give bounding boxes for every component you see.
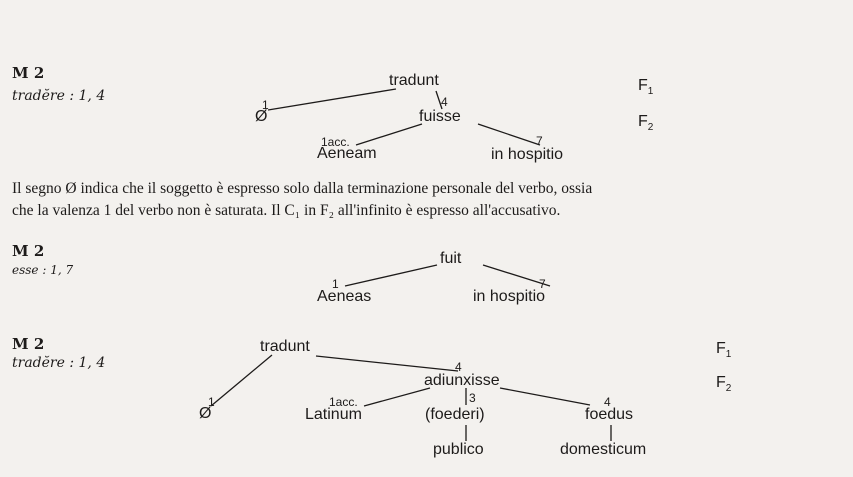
frame-f2-label: 2: [647, 122, 654, 134]
node-fuit: fuit: [440, 250, 462, 267]
frame-f2: $F_2$: [638, 113, 654, 134]
edge-fuit-aeneas: [345, 265, 437, 286]
edge-fuisse-aeneam: [356, 124, 422, 145]
section3-valence: tradĕre : 1, 4: [12, 355, 106, 371]
num-hospitio: 7: [536, 134, 543, 148]
edge-adiunxisse-latinum: [364, 388, 430, 406]
node-domesticum: domesticum: [560, 441, 647, 458]
num-aeneam: 1acc.: [321, 135, 350, 149]
num-foederi: 3: [469, 391, 476, 405]
frame-f1-3: $F_1$: [716, 340, 732, 361]
edge-adiunxisse-foedus: [500, 388, 590, 405]
num-hospitio-2: 7: [539, 277, 546, 291]
frame-f1-label: 1: [647, 86, 654, 98]
node-fuisse: fuisse: [419, 108, 461, 125]
node-aeneas: Aeneas: [317, 288, 372, 305]
num-latinum: 1acc.: [329, 395, 358, 409]
node-foederi: (foederi): [425, 406, 485, 423]
node-empty: Ø: [255, 108, 268, 125]
node-hospitio: in hospitio: [491, 146, 564, 163]
node-tradunt: tradunt: [389, 72, 439, 89]
note-line-1: Il segno Ø indica che il soggetto è espresso solo dalla terminazione personale del verbo, ossia: [12, 180, 593, 197]
frame-f1-3-label: 1: [725, 349, 732, 361]
num-adiunxisse: 4: [455, 360, 462, 374]
edge-tradunt-empty: [268, 89, 396, 110]
node-hospitio-2: in hospitio: [473, 288, 546, 305]
num-fuisse: 4: [441, 95, 448, 109]
num-foedus: 4: [604, 395, 611, 409]
node-adiunxisse: adiunxisse: [424, 372, 500, 389]
num-empty-3: 1: [208, 395, 215, 409]
node-tradunt-3: tradunt: [260, 338, 310, 355]
frame-f1: $F_1$: [638, 77, 654, 98]
frame-f2-3-label: 2: [725, 383, 732, 395]
edge-tradunt-adiunxisse: [316, 356, 458, 371]
note-line-2: che la valenza 1 del verbo non è saturata. Il C₁ in F₂ all'infinito è espresso all'accusativo.: [12, 202, 561, 219]
node-publico: publico: [433, 441, 484, 458]
edge-fuisse-hospitio: [478, 124, 540, 145]
node-foedus: foedus: [585, 406, 634, 423]
node-empty-3: Ø: [199, 405, 212, 422]
num-empty: 1: [262, 98, 269, 112]
edge-tradunt-empty-3: [211, 355, 272, 406]
node-aeneam: Aeneam: [317, 145, 377, 162]
section2-label: M 2: [12, 242, 45, 260]
frame-f2-3: $F_2$: [716, 374, 732, 395]
section2-valence: esse : 1, 7: [12, 263, 74, 277]
num-aeneas: 1: [332, 277, 339, 291]
section1-valence: tradĕre : 1, 4: [12, 88, 106, 104]
node-latinum: Latinum: [305, 406, 362, 423]
section3-label: M 2: [12, 335, 45, 353]
section1-label: M 2: [12, 64, 45, 82]
